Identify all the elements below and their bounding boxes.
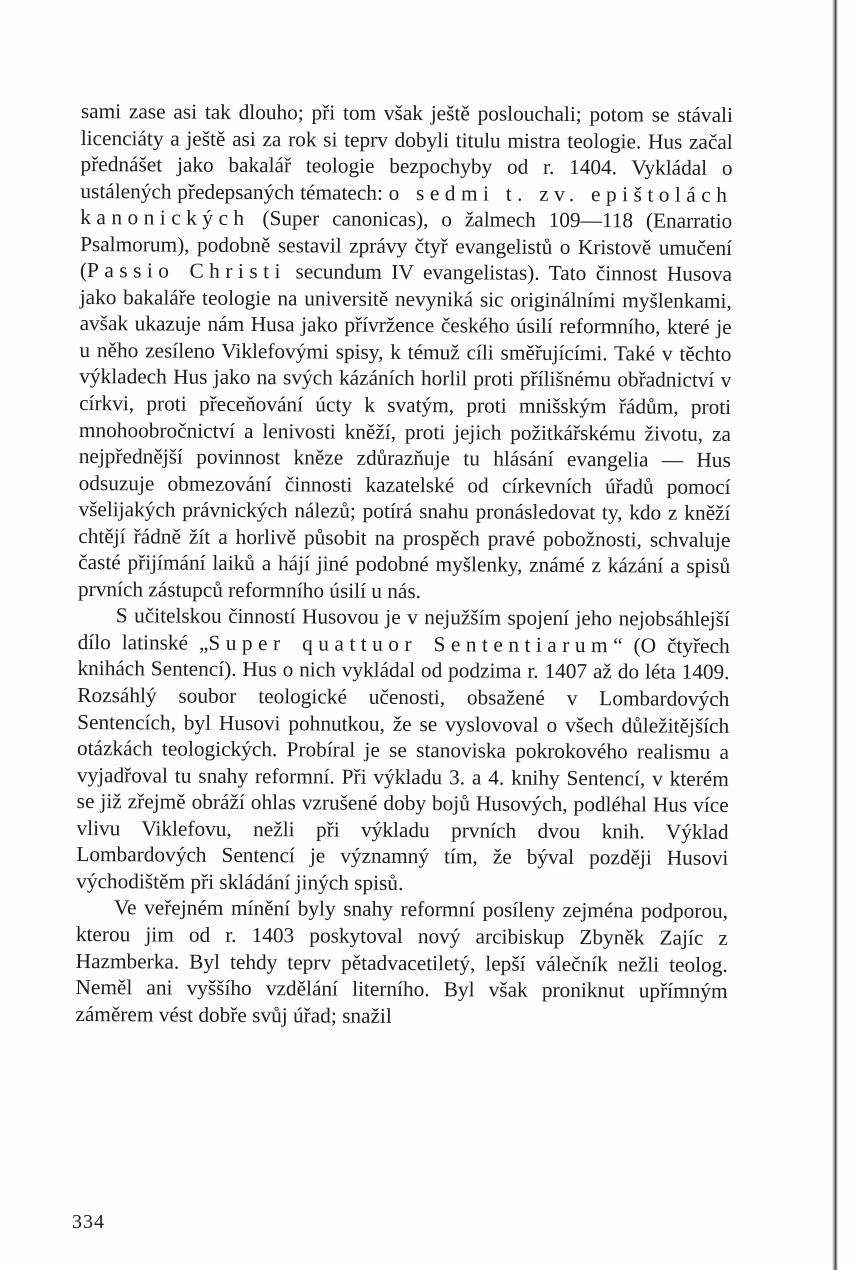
- book-spine-shadow: [832, 0, 838, 1270]
- text-run: sami zase asi tak dlouho; při tom však ještě poslouchali; potom se stávali licenciáty a ještě asi za rok si teprv dobyli titulu mistra teologie. Hus začal přednášet jako bakalář teologie bezpochyby od r. 1404. Vykládal o ustálených předepsaných tématech:: [80, 98, 733, 205]
- spaced-title: o sedmi t. zv. epištolách kanonických: [80, 180, 733, 231]
- page-number: 334: [72, 1211, 105, 1233]
- text-run: (Super canonicas), o žalmech 109—118 (Enarratio Psalmorum), podobně sestavil zprávy čtyř evangelistů o Kristově umučení (: [79, 206, 733, 283]
- paragraph: [78, 98, 733, 606]
- text-run: Ve veřejném mínění byly snahy reformní posíleny zejména podporou, kterou jim od r. 1403 poskytoval nový arcibiskup Zbyněk Zajíc z Hazmberka. Byl tehdy teprv pětadvacetiletý, lepší válečník nežli teolog. Neměl ani vyššího vzdělání literního. Byl však proniknut upřímným záměrem vést dobře svůj úřad; snažil: [75, 895, 729, 1028]
- body-text: [75, 98, 733, 1031]
- text-run: secundum IV evangelistas). Tato činnost Husova jako bakaláře teologie na universitě nevyniká sic originálními myšlenkami, avšak ukazuje nám Husa jako přívržence českého úsilí reformního, které je u něho zesíleno Viklefovými spisy, k témuž cíli směřujícími. Také v těchto výkladech Hus jako na svých kázáních horlil proti přílišnému obřadnictví v církvi, proti přeceňování úcty k svatým, proti mnišským řádům, proti mnohoobročnictví a lenivosti kněží, proti jejich požitkářskému životu, za nejpřednější povinnost kněze zdůrazňuje tu hlásání evangelia — Hus odsuzuje obmezování činnosti kazatelské od církevních úřadů pomocí všelijakých právnických nálezů; potírá snahu pronásledovat ty, kdo z kněží chtějí řádně žít a horlivě působit na prospěch pravé pobožnosti, schvaluje časté přijímání laiků a hájí jiné podobné myšlenky, známé z kázání a spisů prvních zástupců reformního úsilí u nás.: [77, 259, 733, 603]
- text-run: “ (O čtyřech knihách Sentencí). Hus o nich vykládal od podzima r. 1407 až do léta 1409. Rozsáhlý soubor teologické učenosti, obsažené v Lombardových Sentencích, byl Husovi pohnutkou, že se vyslovoval o všech důležitějších otázkách teologických. Probíral je se stanoviska pokrokového realismu a vyjadřoval tu snahy reformní. Při výkladu 3. a 4. knihy Sentencí, v kterém se již zřejmě obráží ohlas vzrušené doby bojů Husových, podléhal Hus více vlivu Viklefovu, nežli při výkladu prvních dvou knih. Výklad Lombardových Sentencí je významný tím, že býval později Husovi východištěm při skládání jiných spisů.: [76, 633, 730, 895]
- spaced-title: Passio Christi: [86, 258, 287, 284]
- paragraph: [76, 602, 730, 898]
- spaced-title: Super quattuor Sententiarum: [208, 630, 614, 658]
- paragraph: [75, 894, 728, 1031]
- text-run: S učitelskou činností Husovou je v nejužším spojení jeho nejobsáhlejší dílo latinské „: [77, 603, 730, 655]
